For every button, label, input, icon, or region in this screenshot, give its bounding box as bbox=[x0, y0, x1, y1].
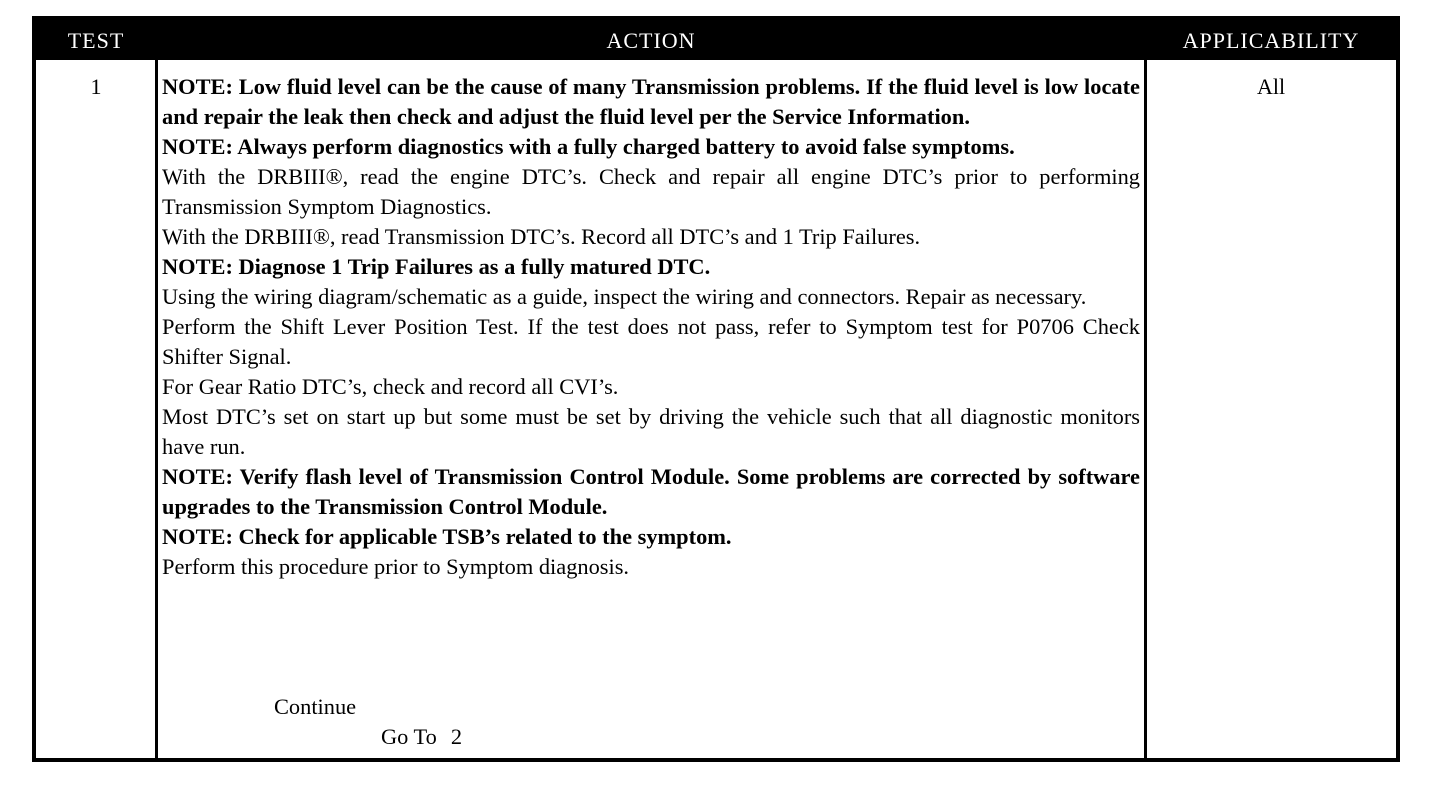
action-step: Perform this procedure prior to Symptom diagnosis. bbox=[162, 554, 630, 579]
header-action: ACTION bbox=[606, 28, 696, 53]
diagnostic-test-table bbox=[32, 16, 1400, 762]
action-step: With the DRBIII®, read Transmission DTC’s. Record all DTC’s and 1 Trip Failures. bbox=[162, 224, 921, 249]
action-step: For Gear Ratio DTC’s, check and record all CVI’s. bbox=[162, 374, 619, 399]
action-note: NOTE: Always perform diagnostics with a fully charged battery to avoid false symptoms. bbox=[162, 134, 1015, 159]
action-step: Most DTC’s set on start up but some must be set by driving the vehicle such that all diagnostic monitors have run. bbox=[162, 404, 1140, 459]
test-number: 1 bbox=[90, 74, 102, 99]
action-note: NOTE: Verify flash level of Transmission Control Module. Some problems are corrected by software upgrades to the Transmission Control Module. bbox=[162, 464, 1140, 519]
goto-target: 2 bbox=[450, 724, 463, 749]
action-step: Perform the Shift Lever Position Test. If the test does not pass, refer to Symptom test for P0706 Check Shifter Signal. bbox=[162, 314, 1140, 369]
action-step: With the DRBIII®, read the engine DTC’s. Check and repair all engine DTC’s prior to performing Transmission Symptom Diagnostics. bbox=[162, 164, 1140, 219]
result-label: Continue bbox=[274, 694, 357, 719]
action-cell bbox=[162, 72, 1140, 582]
action-note: NOTE: Diagnose 1 Trip Failures as a fully matured DTC. bbox=[162, 254, 711, 279]
action-step: Using the wiring diagram/schematic as a guide, inspect the wiring and connectors. Repair as necessary. bbox=[162, 284, 1087, 309]
table-header bbox=[36, 20, 1396, 60]
header-applicability: APPLICABILITY bbox=[1182, 28, 1360, 53]
column-divider bbox=[1144, 60, 1147, 758]
column-divider bbox=[155, 60, 158, 758]
goto-label: Go To bbox=[381, 724, 437, 749]
goto-instruction bbox=[381, 724, 462, 750]
applicability-value: All bbox=[1256, 74, 1286, 99]
action-note: NOTE: Check for applicable TSB’s related to the symptom. bbox=[162, 524, 732, 549]
header-test: TEST bbox=[67, 28, 125, 53]
table-row bbox=[36, 60, 1396, 758]
action-note: NOTE: Low fluid level can be the cause of many Transmission problems. If the fluid level is low locate and repair the leak then check and adjust the fluid level per the Service Information. bbox=[162, 74, 1140, 129]
